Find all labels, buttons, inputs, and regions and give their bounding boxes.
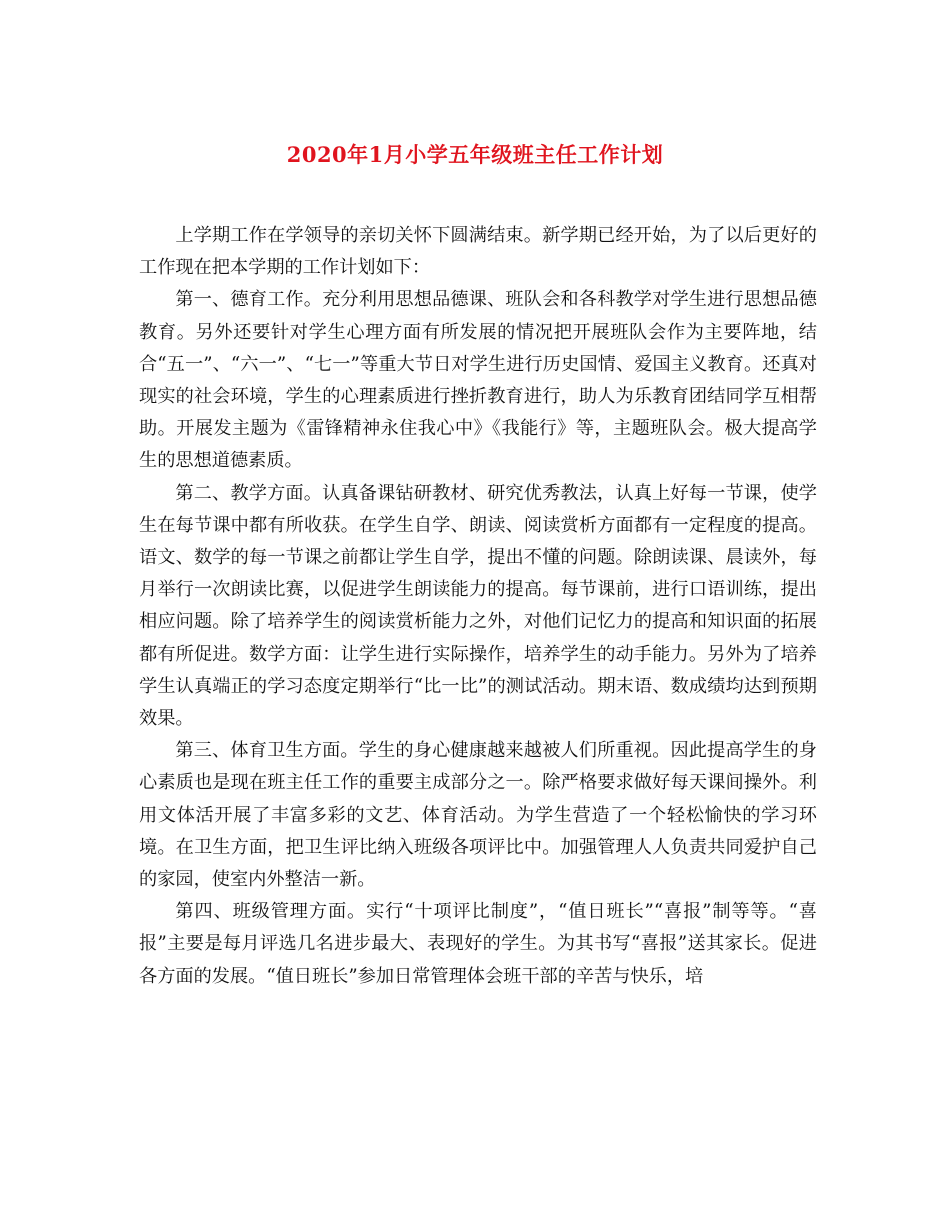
paragraph-teaching: 第二、教学方面。认真备课钻研教材、研究优秀教法，认真上好每一节课，使学生在每节课中都有所收获。在学生自学、朗读、阅读赏析方面都有一定程度的提高。语文、数学的每一节课之前都让学生自学，提出不懂的问题。除朗读课、晨读外，每月举行一次朗读比赛，以促进学生朗读能力的提高。每节课前，进行口语训练，提出相应问题。除了培养学生的阅读赏析能力之外，对他们记忆力的提高和知识面的拓展都有所促进。数学方面：让学生进行实际操作，培养学生的动手能力。另外为了培养学生认真端正的学习态度定期举行“比一比”的测试活动。期末语、数成绩均达到预期效果。	[139, 482, 817, 730]
document-title: 2020年1月小学五年级班主任工作计划	[286, 142, 664, 167]
document-body	[139, 220, 817, 993]
paragraph-intro: 上学期工作在学领导的亲切关怀下圆满结束。新学期已经开始，为了以后更好的工作现在把本学期的工作计划如下：	[139, 225, 817, 279]
paragraph-moral-education: 第一、德育工作。充分利用思想品德课、班队会和各科教学对学生进行思想品德教育。另外还要针对学生心理方面有所发展的情况把开展班队会作为主要阵地，结合“五一”、“六一”、“七一”等重大节日对学生进行历史国情、爱国主义教育。还真对现实的社会环境，学生的心理素质进行挫折教育进行，助人为乐教育团结同学互相帮助。开展发主题为《雷锋精神永住我心中》《我能行》等，主题班队会。极大提高学生的思想道德素质。	[139, 289, 817, 472]
paragraph-class-management: 第四、班级管理方面。实行“十项评比制度”，“值日班长”“喜报”制等等。“喜报”主要是每月评选几名进步最大、表现好的学生。为其书写“喜报”送其家长。促进各方面的发展。“值日班长”参加日常管理体会班干部的辛苦与快乐，培	[139, 901, 817, 987]
paragraph-sports-hygiene: 第三、体育卫生方面。学生的身心健康越来越被人们所重视。因此提高学生的身心素质也是现在班主任工作的重要主成部分之一。除严格要求做好每天课间操外。利用文体活开展了丰富多彩的文艺、体育活动。为学生营造了一个轻松愉快的学习环境。在卫生方面，把卫生评比纳入班级各项评比中。加强管理人人负责共同爱护自己的家园，使室内外整洁一新。	[139, 740, 817, 891]
